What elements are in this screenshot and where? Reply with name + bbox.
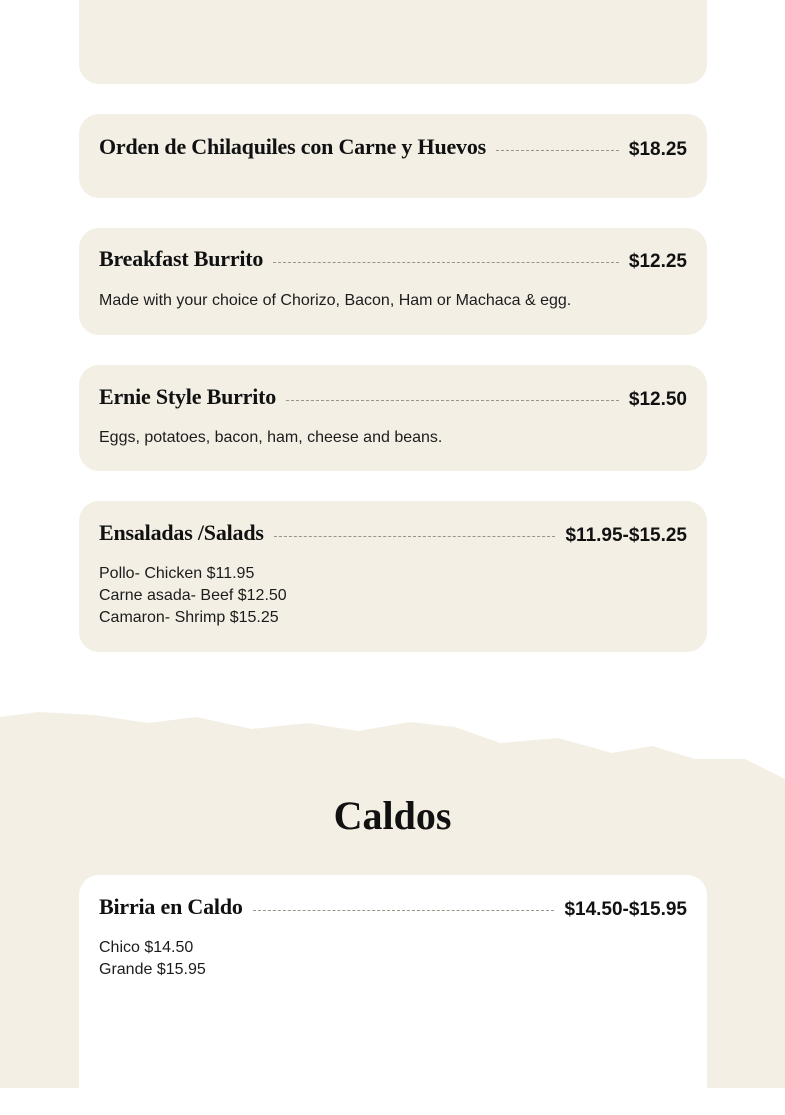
menu-item-name: Ensaladas /Salads [99,520,264,545]
menu-item-description [99,563,687,629]
dotted-leader [496,150,619,151]
menu-card-partial [79,0,707,84]
menu-item-price: $18.25 [628,139,687,160]
menu-card-chilaquiles [79,114,707,198]
menu-item-description [99,937,687,981]
menu-item-name: Orden de Chilaquiles con Carne y Huevos [99,134,487,159]
description-line: Carne asada- Beef $12.50 [99,587,287,604]
menu-card-ensaladas [79,501,707,652]
menu-item-header [99,244,687,274]
menu-card-breakfast-burrito [79,228,707,335]
menu-item-description: Made with your choice of Chorizo, Bacon, Ham or Machaca & egg. [99,292,572,309]
description-line: Chico $14.50 [99,939,194,956]
menu-item-name: Birria en Caldo [99,894,243,919]
dotted-leader [274,536,556,537]
menu-item-price: $12.50 [628,389,687,410]
description-line: Grande $15.95 [99,961,206,978]
description-line: Pollo- Chicken $11.95 [99,565,255,582]
menu-item-name: Ernie Style Burrito [99,384,277,409]
menu-card-ernie-burrito [79,365,707,471]
menu-item-header [99,132,687,162]
menu-item-price: $11.95-$15.25 [565,525,687,546]
menu-item-price: $14.50-$15.95 [564,899,687,920]
dotted-leader [286,400,619,401]
menu-item-name: Breakfast Burrito [99,246,264,271]
dotted-leader [273,262,619,263]
menu-item-price: $12.25 [628,251,687,272]
menu-item-header [99,382,687,412]
menu-card-birria [79,875,707,1115]
section-title-caldos: Caldos [333,793,452,838]
menu-item-description: Eggs, potatoes, bacon, ham, cheese and beans. [99,429,443,446]
description-line: Camaron- Shrimp $15.25 [99,609,279,626]
menu-item-header [99,518,687,548]
dotted-leader [253,910,555,911]
menu-item-header [99,892,687,922]
